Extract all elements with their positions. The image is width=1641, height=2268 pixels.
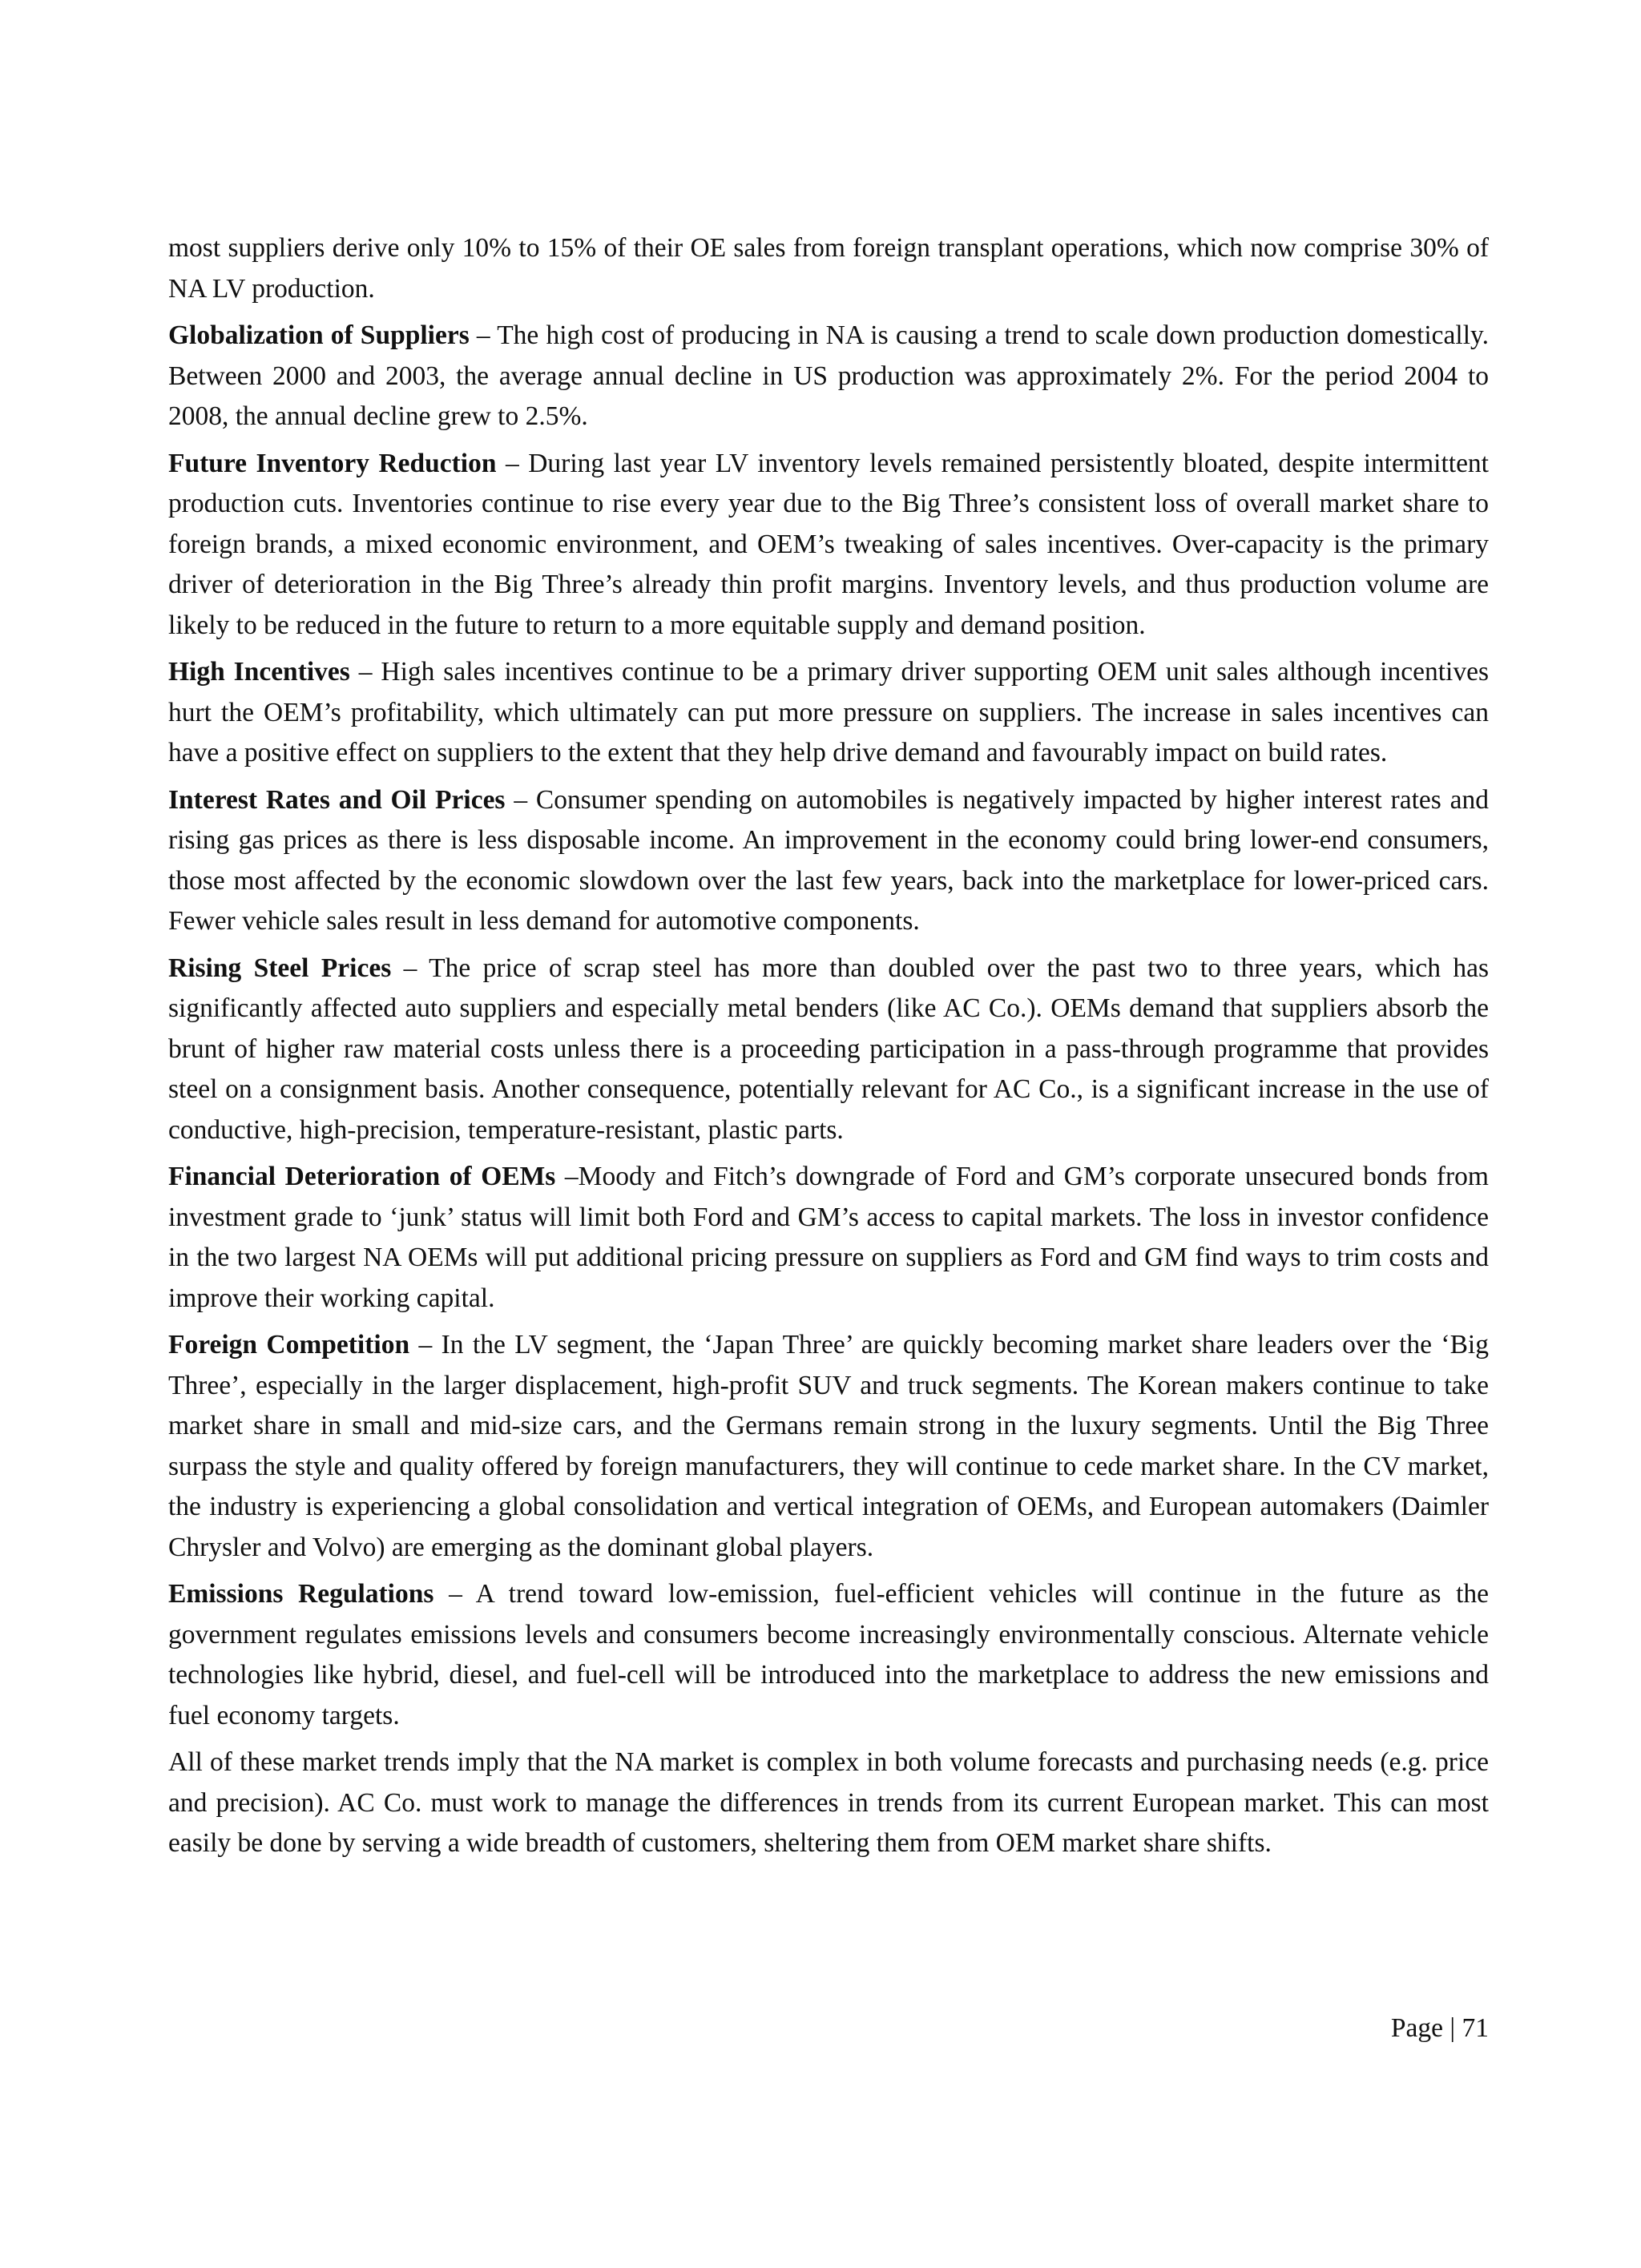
paragraph-emissions-regulations xyxy=(168,1574,1489,1736)
paragraph-heading: Globalization of Suppliers xyxy=(168,320,470,350)
paragraph-heading: Interest Rates and Oil Prices xyxy=(168,784,506,815)
paragraph-heading: Foreign Competition xyxy=(168,1330,410,1360)
paragraph-heading: High Incentives xyxy=(168,657,350,687)
paragraph-text: – Consumer spending on automobiles is negatively impacted by higher interest rates and rising gas prices as there is less disposable income. An improvement in the economy could bring lower-end consumers, those most affected by the economic slowdown over the last few years, back into the marketplace for lower-priced cars. Fewer vehicle sales result in less demand for automotive components. xyxy=(168,784,1490,936)
paragraph-text: – During last year LV inventory levels remained persistently bloated, despite intermittent production cuts. Inventories continue to rise every year due to the Big Three’s consistent loss of overall market share to foreign brands, a mixed economic environment, and OEM’s tweaking of sales incentives. Over-capacity is the primary driver of deterioration in the Big Three’s already thin profit margins. Inventory levels, and thus production volume are likely to be reduced in the future to return to a more equitable supply and demand position. xyxy=(168,448,1489,640)
paragraph-text: – High sales incentives continue to be a primary driver supporting OEM unit sales although incentives hurt the OEM’s profitability, which ultimately can put more pressure on suppliers. The increase in sales incentives can have a positive effect on suppliers to the extent that they help drive demand and favourably impact on build rates. xyxy=(168,657,1489,767)
paragraph-text: – The high cost of producing in NA is causing a trend to scale down production domestically. Between 2000 and 2003, the average annual decline in US production was approximately 2%. For the period 2004 to 2008, the annual decline grew to 2.5%. xyxy=(168,320,1489,431)
page-number: Page | 71 xyxy=(1390,2013,1489,2043)
paragraph-high-incentives xyxy=(168,652,1489,774)
paragraph-heading: Future Inventory Reduction xyxy=(168,448,497,478)
paragraph-text: All of these market trends imply that the NA market is complex in both volume forecasts and purchasing needs (e.g. price and precision). AC Co. must work to manage the differences in trends from its current European market. This can most easily be done by serving a wide breadth of customers, sheltering them from OEM market share shifts. xyxy=(168,1747,1489,1858)
paragraph-financial-deterioration-of-oems xyxy=(168,1157,1489,1319)
paragraph-heading: Emissions Regulations xyxy=(168,1579,434,1609)
paragraph-conclusion xyxy=(168,1742,1489,1864)
paragraph-heading: Rising Steel Prices xyxy=(168,953,392,983)
paragraph-future-inventory-reduction xyxy=(168,444,1489,647)
paragraph-continuation xyxy=(168,228,1489,309)
paragraph-heading: Financial Deterioration of OEMs xyxy=(168,1162,556,1191)
paragraph-text: –Moody and Fitch’s downgrade of Ford and GM’s corporate unsecured bonds from investment grade to ‘junk’ status will limit both Ford and GM’s access to capital markets. The loss in investor confidence in the two largest NA OEMs will put additional pricing pressure on suppliers as Ford and GM find ways to trim costs and improve their working capital. xyxy=(168,1162,1489,1313)
paragraph-text: – In the LV segment, the ‘Japan Three’ are quickly becoming market share leaders over the ‘Big Three’, especially in the larger displacement, high-profit SUV and truck segments. The Korean makers continue to take market share in small and mid-size cars, and the Germans remain strong in the luxury segments. Until the Big Three surpass the style and quality offered by foreign manufacturers, they will continue to cede market share. In the CV market, the industry is experiencing a global consolidation and vertical integration of OEMs, and European automakers (Daimler Chrysler and Volvo) are emerging as the dominant global players. xyxy=(168,1330,1489,1562)
paragraph-rising-steel-prices xyxy=(168,949,1489,1151)
paragraph-text: – A trend toward low-emission, fuel-efficient vehicles will continue in the future as the government regulates emissions levels and consumers become increasingly environmentally conscious. Alternate vehicle technologies like hybrid, diesel, and fuel-cell will be introduced into the marketplace to address the new emissions and fuel economy targets. xyxy=(168,1579,1489,1730)
paragraph-globalization-of-suppliers xyxy=(168,316,1489,437)
paragraph-interest-rates-and-oil-prices xyxy=(168,780,1489,942)
paragraph-text: – The price of scrap steel has more than doubled over the past two to three years, which has significantly affected auto suppliers and especially metal benders (like AC Co.). OEMs demand that suppliers absorb the brunt of higher raw material costs unless there is a proceeding participation in a pass-through programme that provides steel on a consignment basis. Another consequence, potentially relevant for AC Co., is a significant increase in the use of conductive, high-precision, temperature-resistant, plastic parts. xyxy=(168,953,1489,1145)
page-body xyxy=(168,228,1489,1871)
paragraph-foreign-competition xyxy=(168,1325,1489,1568)
paragraph-text: most suppliers derive only 10% to 15% of their OE sales from foreign transplant operations, which now comprise 30% of NA LV production. xyxy=(168,233,1489,304)
